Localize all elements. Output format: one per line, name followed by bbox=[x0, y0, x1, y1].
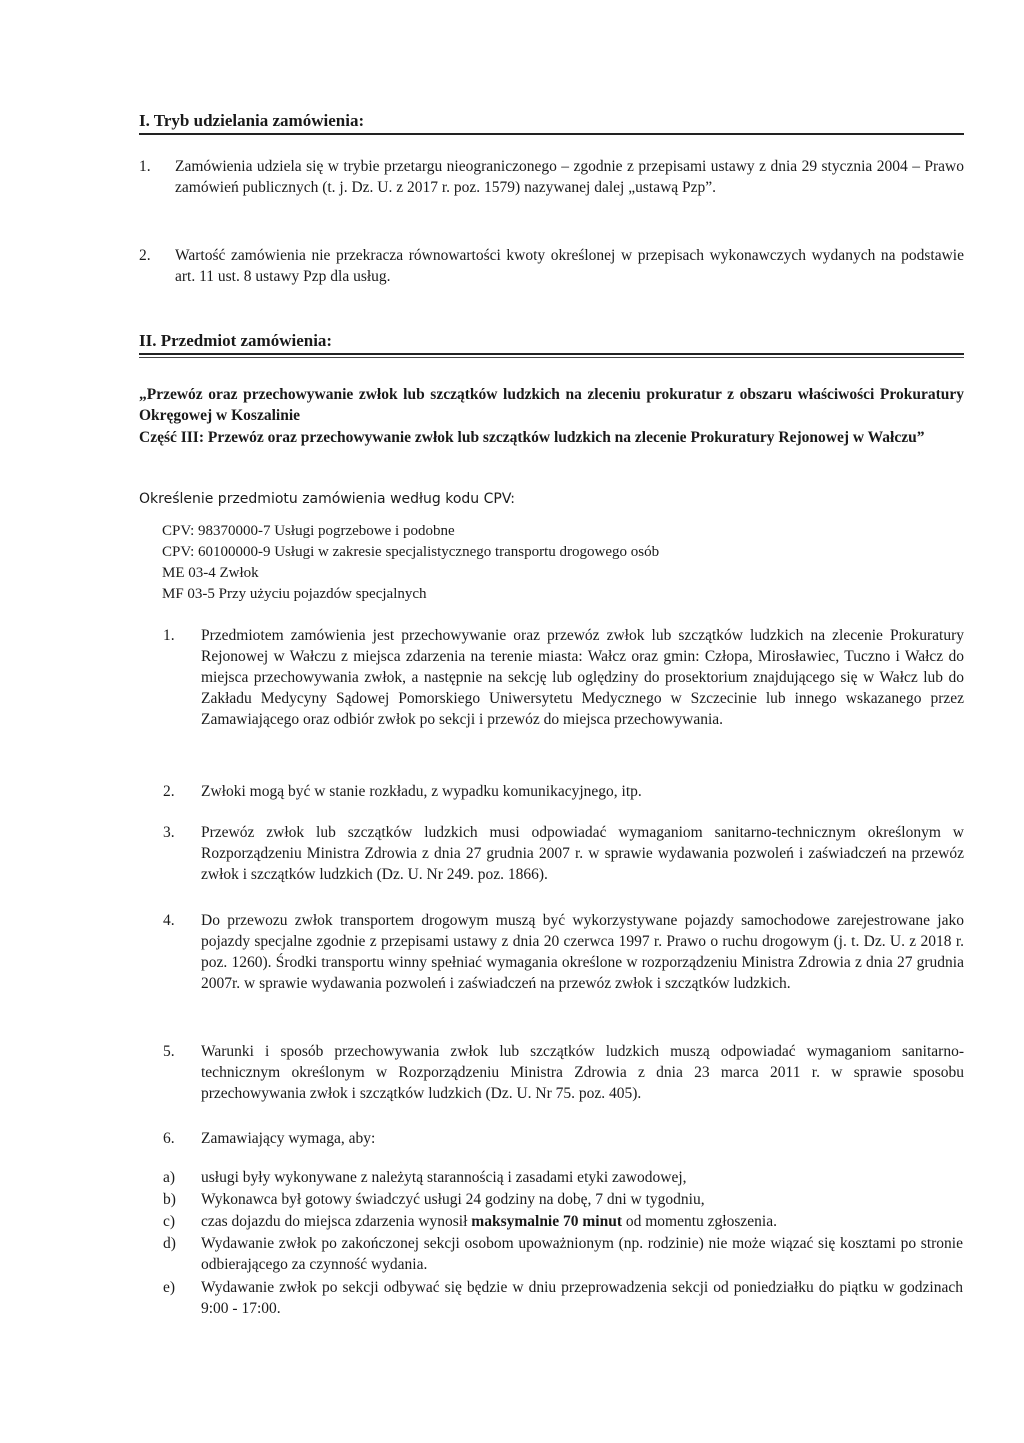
item-number: 4. bbox=[163, 912, 175, 929]
item-number: 2. bbox=[139, 247, 151, 264]
requirement-letter: c) bbox=[163, 1213, 176, 1230]
item-text: Wartość zamówienia nie przekracza równowartości kwoty określonej w przepisach wykonawczych wydanych na podstawie art. 11 ust. 8 ustawy Pzp dla usług. bbox=[175, 247, 964, 285]
subject-part: Część III: Przewóz oraz przechowywanie zwłok lub szczątków ludzkich na zlecenie Prokuratury Rejonowej w Wałczu” bbox=[139, 429, 925, 446]
requirement-b bbox=[163, 1189, 963, 1210]
section-1-rule bbox=[139, 133, 964, 135]
requirement-a bbox=[163, 1167, 963, 1188]
section-2-item-2 bbox=[163, 781, 964, 802]
requirement-d bbox=[163, 1233, 963, 1275]
requirement-letter: a) bbox=[163, 1169, 176, 1186]
item-number: 1. bbox=[163, 627, 175, 644]
requirement-text bbox=[201, 1211, 963, 1232]
section-2-heading: II. Przedmiot zamówienia: bbox=[139, 331, 333, 350]
item-number: 6. bbox=[163, 1130, 175, 1147]
item-number: 1. bbox=[139, 158, 151, 175]
section-2-item-5 bbox=[163, 1041, 964, 1104]
requirement-text: Wydawanie zwłok po zakończonej sekcji osobom upoważnionym (np. rodzinie) nie może wiązać się kosztami po stronie odbierającego za czynność wydania. bbox=[201, 1235, 963, 1273]
requirement-letter: b) bbox=[163, 1191, 176, 1208]
section-2-item-1 bbox=[163, 625, 964, 730]
section-2-rule-thin bbox=[139, 357, 964, 358]
item-text: Do przewozu zwłok transportem drogowym muszą być wykorzystywane pojazdy samochodowe zarejestrowane jako pojazdy specjalne zgodnie z przepisami ustawy z dnia 20 czerwca 1997 r. Prawo o ruchu drogowym (j. t. Dz. U. z 2018 r. poz. 1260). Środki transportu winny spełniać wymagania określone w rozporządzeniu Ministra Zdrowia z dnia 27 grudnia 2007r. w sprawie wydawania pozwoleń i zaświadczeń na przewóz zwłok i szczątków ludzkich. bbox=[201, 912, 964, 992]
item-text: Zamówienia udziela się w trybie przetargu nieograniczonego – zgodnie z przepisami ustawy z dnia 29 stycznia 2004 – Prawo zamówień publicznych (t. j. Dz. U. z 2017 r. poz. 1579) nazywanej dalej „ustawą Pzp”. bbox=[175, 158, 964, 196]
requirement-letter: d) bbox=[163, 1235, 176, 1252]
requirement-letter: e) bbox=[163, 1279, 176, 1296]
section-1-item-1 bbox=[139, 156, 964, 198]
item-number: 5. bbox=[163, 1043, 175, 1060]
item-text: Zamawiający wymaga, aby: bbox=[201, 1130, 376, 1147]
section-2-rule bbox=[139, 353, 964, 355]
cpv-intro: Określenie przedmiotu zamówienia według kodu CPV: bbox=[139, 491, 515, 507]
cpv-line: CPV: 60100000-9 Usługi w zakresie specjalistycznego transportu drogowego osób bbox=[162, 544, 660, 560]
item-text: Warunki i sposób przechowywania zwłok lub szczątków ludzkich muszą odpowiadać wymaganiom sanitarno-technicznym określonym w Rozporządzeniu Ministra Zdrowia z dnia 23 marca 2011 r. w sprawie sposobu przechowywania zwłok i szczątków ludzkich (Dz. U. Nr 75. poz. 405). bbox=[201, 1043, 964, 1102]
cpv-line: MF 03-5 Przy użyciu pojazdów specjalnych bbox=[162, 586, 427, 602]
item-text: Przedmiotem zamówienia jest przechowywanie oraz przewóz zwłok lub szczątków ludzkich na zlecenie Prokuratury Rejonowej w Wałczu z miejsca zdarzenia na terenie miasta: Wałcz oraz gmin: Człopa, Mirosławiec, Tuczno i Wałcz do miejsca przechowywania zwłok, a następnie na sekcję lub oględziny do prosektorium znajdującego się w Wałcz lub do Zakładu Medycyny Sądowej Pomorskiego Uniwersytetu Medycznego w Szczecinie lub innego wskazanego przez Zamawiającego oraz odbiór zwłok po sekcji i przewóz do miejsca przechowywania. bbox=[201, 627, 964, 728]
item-number: 2. bbox=[163, 783, 175, 800]
requirement-emphasis: maksymalnie 70 minut bbox=[471, 1213, 622, 1230]
item-number: 3. bbox=[163, 824, 175, 841]
requirement-text-end: od momentu zgłoszenia. bbox=[622, 1213, 777, 1230]
item-text: Zwłoki mogą być w stanie rozkładu, z wypadku komunikacyjnego, itp. bbox=[201, 783, 642, 800]
section-2-item-4 bbox=[163, 910, 964, 994]
requirement-e bbox=[163, 1277, 963, 1319]
requirement-text: usługi były wykonywane z należytą starannością i zasadami etyki zawodowej, bbox=[201, 1169, 687, 1186]
subject-title: „Przewóz oraz przechowywanie zwłok lub szczątków ludzkich na zleceniu prokuratur z obszaru właściwości Prokuratury Okręgowej w Koszalinie bbox=[139, 386, 964, 424]
item-text: Przewóz zwłok lub szczątków ludzkich musi odpowiadać wymaganiom sanitarno-technicznym określonym w Rozporządzeniu Ministra Zdrowia z dnia 27 grudnia 2007 r. w sprawie wydawania pozwoleń i zaświadczeń na przewóz zwłok i szczątków ludzkich (Dz. U. Nr 249. poz. 1866). bbox=[201, 824, 964, 883]
section-2-item-6 bbox=[163, 1128, 964, 1149]
cpv-line: CPV: 98370000-7 Usługi pogrzebowe i podobne bbox=[162, 523, 455, 539]
cpv-line: ME 03-4 Zwłok bbox=[162, 565, 259, 581]
section-2-item-3 bbox=[163, 822, 964, 885]
requirement-c bbox=[163, 1211, 963, 1232]
requirement-text: Wykonawca był gotowy świadczyć usługi 24 godziny na dobę, 7 dni w tygodniu, bbox=[201, 1191, 705, 1208]
requirement-text: Wydawanie zwłok po sekcji odbywać się będzie w dniu przeprowadzenia sekcji od poniedziałku do piątku w godzinach 9:00 - 17:00. bbox=[201, 1279, 963, 1317]
section-1-item-2 bbox=[139, 245, 964, 287]
requirement-text-start: czas dojazdu do miejsca zdarzenia wynosił bbox=[201, 1213, 472, 1230]
section-1-heading: I. Tryb udzielania zamówienia: bbox=[139, 111, 365, 130]
